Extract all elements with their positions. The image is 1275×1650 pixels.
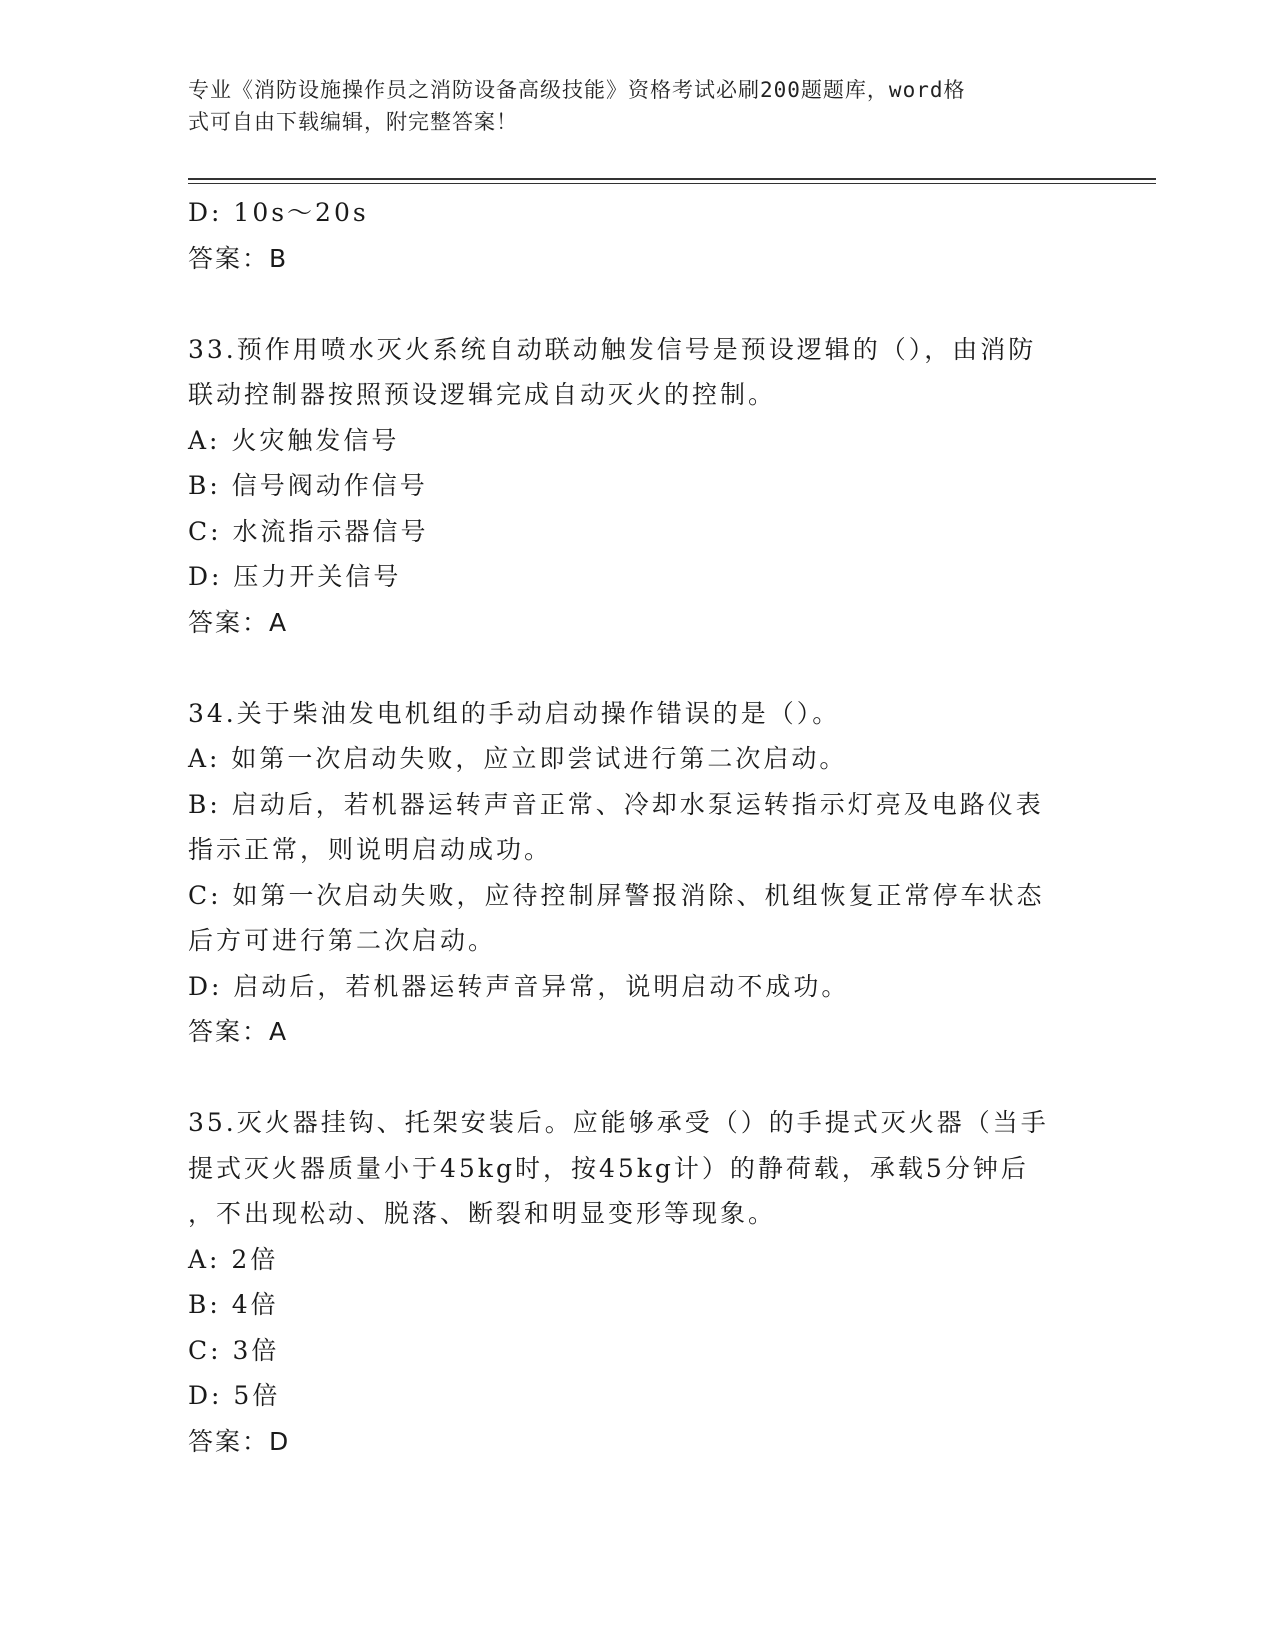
- spacer: [188, 281, 1088, 327]
- q35-option-d: D: 5倍: [188, 1381, 281, 1410]
- prev-option-d: D: 10s～20s: [188, 198, 369, 227]
- q34-option-a: A: 如第一次启动失败，应立即尝试进行第二次启动。: [188, 744, 848, 773]
- question-33: [188, 327, 1088, 646]
- q34-option-d: D: 启动后，若机器运转声音异常，说明启动不成功。: [188, 971, 850, 1001]
- header-line-1: 专业《消防设施操作员之消防设备高级技能》资格考试必刷200题题库，word格: [188, 78, 966, 102]
- q35-option-a: A: 2倍: [188, 1244, 279, 1274]
- q34-answer: 答案：A: [188, 1017, 289, 1046]
- q35-option-b: B: 4倍: [188, 1290, 279, 1319]
- q35-stem-line-3: ，不出现松动、脱落、断裂和明显变形等现象。: [188, 1199, 777, 1228]
- spacer: [188, 1055, 1088, 1101]
- question-35: [188, 1100, 1088, 1464]
- spacer: [188, 645, 1088, 691]
- q33-option-d: D: 压力开关信号: [188, 562, 402, 591]
- q34-option-b-line-1: B: 启动后，若机器运转声音正常、冷却水泵运转指示灯亮及电路仪表: [188, 789, 1044, 819]
- header-line-2: 式可自由下载编辑，附完整答案！: [188, 110, 518, 134]
- q33-answer: 答案：A: [188, 607, 289, 637]
- question-content: [188, 190, 1088, 1464]
- header-divider: [188, 178, 1156, 184]
- prev-answer: 答案：B: [188, 243, 289, 273]
- q34-option-c-line-2: 后方可进行第二次启动。: [188, 926, 497, 955]
- page-header: [188, 74, 1088, 138]
- q33-option-a: A: 火灾触发信号: [188, 425, 400, 455]
- q33-option-c: C: 水流指示器信号: [188, 516, 429, 546]
- q35-stem-line-2: 提式灭火器质量小于45kg时，按45kg计）的静荷载，承载5分钟后: [188, 1153, 1029, 1183]
- q35-answer: 答案：D: [188, 1426, 291, 1456]
- q33-option-b: B: 信号阀动作信号: [188, 471, 428, 500]
- question-34: [188, 691, 1088, 1055]
- q35-option-c: C: 3倍: [188, 1335, 280, 1365]
- q34-option-b-line-2: 指示正常，则说明启动成功。: [188, 835, 553, 864]
- q35-stem-line-1: 35.灭火器挂钩、托架安装后。应能够承受（）的手提式灭火器（当手: [188, 1108, 1049, 1137]
- q33-stem-line-2: 联动控制器按照预设逻辑完成自动灭火的控制。: [188, 380, 777, 409]
- q33-stem-line-1: 33.预作用喷水灭火系统自动联动触发信号是预设逻辑的（），由消防: [188, 334, 1037, 364]
- q34-option-c-line-1: C: 如第一次启动失败，应待控制屏警报消除、机组恢复正常停车状态: [188, 880, 1045, 910]
- q34-stem: 34.关于柴油发电机组的手动启动操作错误的是（）。: [188, 698, 841, 728]
